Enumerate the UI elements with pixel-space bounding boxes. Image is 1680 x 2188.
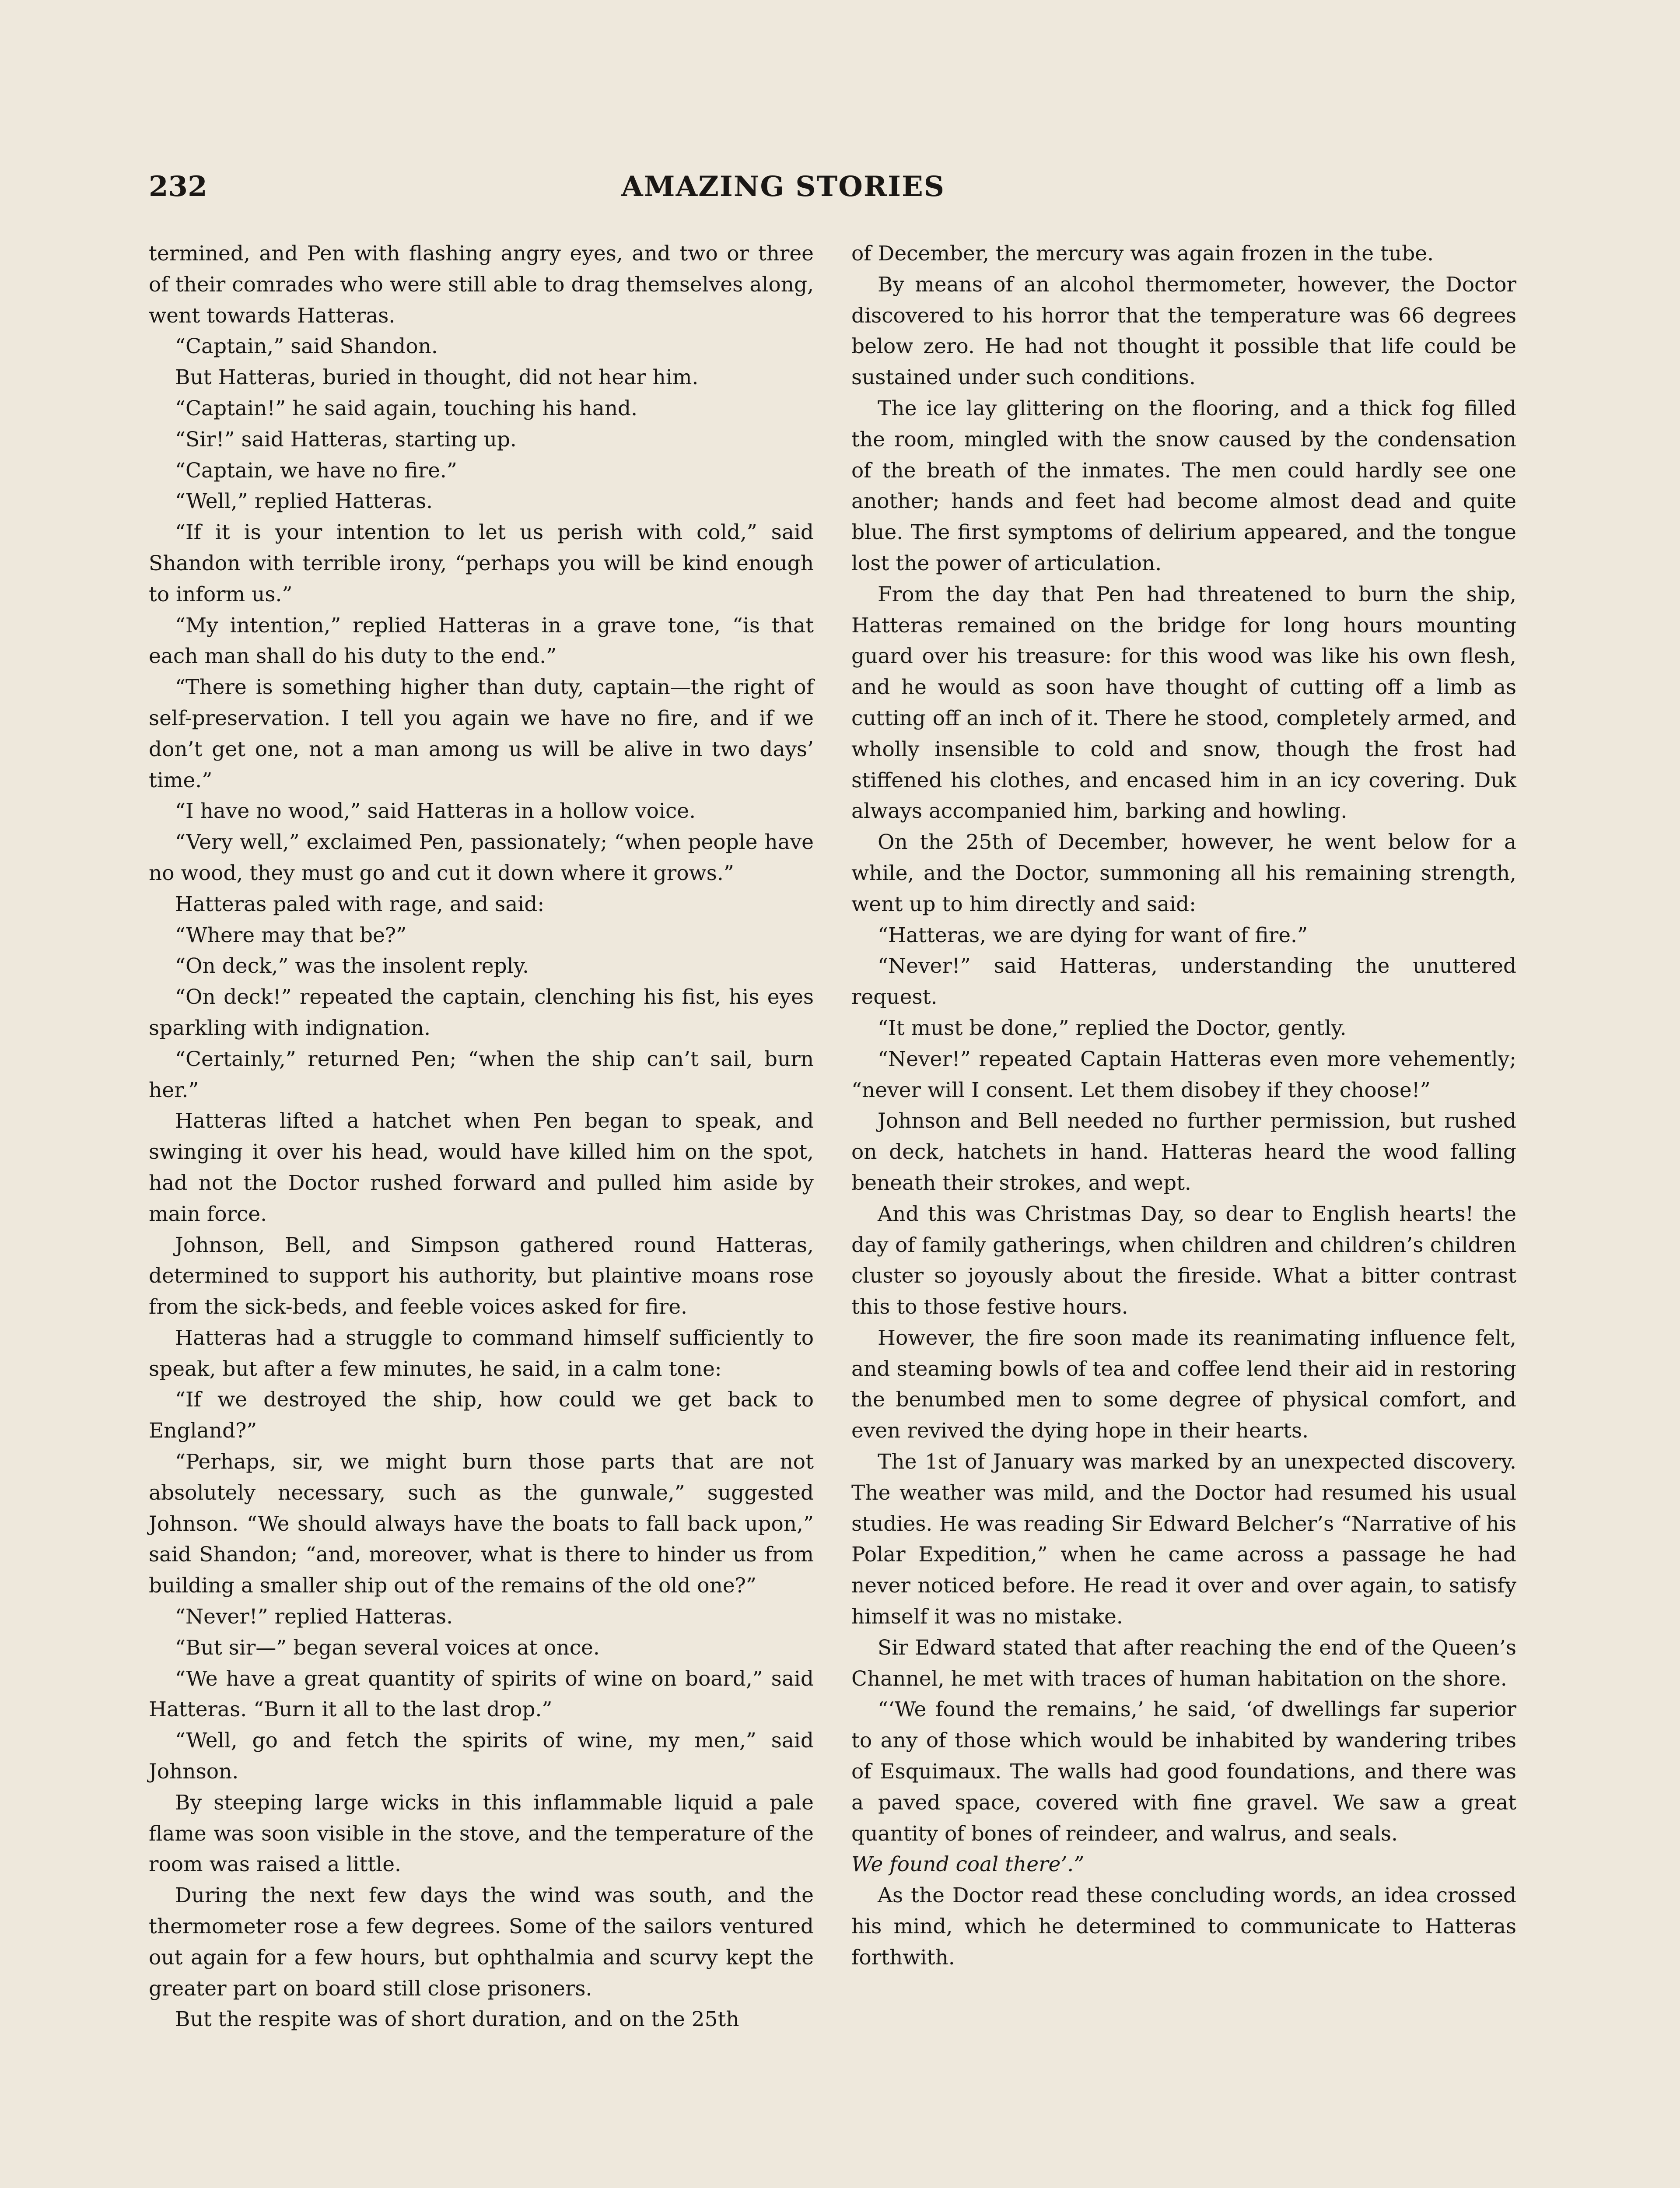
paragraph: “But sir—” began several voices at once. [175, 1635, 600, 1660]
paragraph: Hatteras paled with rage, and said: [175, 892, 545, 916]
paragraph: Hatteras had a struggle to command himself sufficiently to speak, but after a few minutes, he said, in a calm tone: [149, 1325, 814, 1381]
paragraph: “On deck,” was the insolent reply. [175, 954, 529, 978]
paragraph: “Captain, we have no fire.” [175, 458, 457, 483]
paragraph: Sir Edward stated that after reaching the end of the Queen’s Channel, he met with traces of human habitation on the shore. [851, 1635, 1516, 1691]
paragraph: “My intention,” replied Hatteras in a grave tone, “is that each man shall do his duty to the end.” [149, 613, 814, 669]
paragraph: Johnson, Bell, and Simpson gathered round Hatteras, determined to support his authority, but plaintive moans rose from the sick-beds, and feeble voices asked for fire. [149, 1233, 814, 1319]
page-number: 232 [149, 170, 207, 203]
paragraph: “Certainly,” returned Pen; “when the ship can’t sail, burn her.” [149, 1047, 814, 1102]
paragraph: During the next few days the wind was south, and the thermometer rose a few degrees. Some of the sailors ventured out again for a few hours, but ophthalmia and scurvy kept the greater part on board still close prisoners. [149, 1883, 814, 2001]
paragraph: termined, and Pen with flashing angry eyes, and two or three of their comrades who were still able to drag themselves along, went towards Hatteras. [149, 242, 814, 328]
paragraph: “Very well,” exclaimed Pen, passionately; “when people have no wood, they must go and cut it down where it grows.” [149, 830, 814, 885]
paragraph: “Perhaps, sir, we might burn those parts that are not absolutely necessary, such as the gunwale,” suggested Johnson. “We should always have the boats to fall back upon,” said Shandon; “and, moreover, what is there to hinder us from building a smaller ship out of the remains of the old one?” [149, 1450, 814, 1598]
paragraph: On the 25th of December, however, he went below for a while, and the Doctor, summoning all his remaining strength, went up to him directly and said: [851, 830, 1516, 916]
paragraph: “Sir!” said Hatteras, starting up. [175, 427, 517, 452]
italic-line: We found coal there’.” [851, 1852, 1085, 1877]
page-header [149, 163, 1418, 211]
right-column [851, 238, 1516, 1974]
paragraph: However, the fire soon made its reanimating influence felt, and steaming bowls of tea and coffee lend their aid in restoring the benumbed men to some degree of physical comfort, and even revived the dying hope in their hearts. [851, 1325, 1516, 1443]
paragraph: of December, the mercury was again frozen in the tube. [851, 242, 1434, 266]
paragraph: “I have no wood,” said Hatteras in a hollow voice. [175, 799, 696, 824]
paragraph: “On deck!” repeated the captain, clenching his fist, his eyes sparkling with indignation. [149, 985, 814, 1040]
paragraph: “Hatteras, we are dying for want of fire.” [878, 923, 1308, 947]
paragraph: “Well,” replied Hatteras. [175, 489, 433, 514]
paragraph: “If it is your intention to let us perish with cold,” said Shandon with terrible irony, “perhaps you will be kind enough to inform us.” [149, 520, 814, 607]
paragraph: “We have a great quantity of spirits of wine on board,” said Hatteras. “Burn it all to the last drop.” [149, 1666, 814, 1722]
paragraph: But the respite was of short duration, and on the 25th [175, 2007, 739, 2032]
paragraph: By steeping large wicks in this inflammable liquid a pale flame was soon visible in the stove, and the temperature of the room was raised a little. [149, 1790, 814, 1877]
left-column [149, 238, 814, 2035]
paragraph: “Never!” repeated Captain Hatteras even more vehemently; “never will I consent. Let them disobey if they choose!” [851, 1047, 1516, 1102]
paragraph: Johnson and Bell needed no further permission, but rushed on deck, hatchets in hand. Hatteras heard the wood falling beneath their strokes, and wept. [851, 1109, 1516, 1195]
paragraph: “‘We found the remains,’ he said, ‘of dwellings far superior to any of those which would be inhabited by wandering tribes of Esquimaux. The walls had good foundations, and there was a paved space, covered with fine gravel. We saw a great quantity of bones of reindeer, and walrus, and seals. [851, 1697, 1516, 1846]
paragraph: And this was Christmas Day, so dear to English hearts! the day of family gatherings, when children and children’s children cluster so joyously about the fireside. What a bitter contrast this to those festive hours. [851, 1202, 1516, 1319]
magazine-title: AMAZING STORIES [621, 170, 945, 203]
paragraph: “Never!” said Hatteras, understanding the unuttered request. [851, 954, 1516, 1010]
paragraph: “It must be done,” replied the Doctor, gently. [878, 1016, 1347, 1040]
paragraph: Hatteras lifted a hatchet when Pen began to speak, and swinging it over his head, would have killed him on the spot, had not the Doctor rushed forward and pulled him aside by main force. [149, 1109, 814, 1226]
paragraph: “Captain,” said Shandon. [175, 334, 438, 359]
paragraph: The 1st of January was marked by an unexpected discovery. The weather was mild, and the Doctor had resumed his usual studies. He was reading Sir Edward Belcher’s “Narrative of his Polar Expedition,” when he came across a passage he had never noticed before. He read it over and over again, to satisfy himself it was no mistake. [851, 1450, 1516, 1629]
paragraph: The ice lay glittering on the flooring, and a thick fog filled the room, mingled with the snow caused by the condensation of the breath of the inmates. The men could hardly see one another; hands and feet had become almost dead and quite blue. The first symptoms of delirium appeared, and the tongue lost the power of articulation. [851, 396, 1516, 575]
paragraph: “Well, go and fetch the spirits of wine, my men,” said Johnson. [149, 1729, 814, 1784]
paragraph: But Hatteras, buried in thought, did not hear him. [175, 365, 699, 390]
paragraph: By means of an alcohol thermometer, however, the Doctor discovered to his horror that the temperature was 66 degrees below zero. He had not thought it possible that life could be sustained under such conditions. [851, 272, 1516, 390]
paragraph: “There is something higher than duty, captain—the right of self-preservation. I tell you again we have no fire, and if we don’t get one, not a man among us will be alive in two days’ time.” [149, 675, 814, 792]
paragraph: As the Doctor read these concluding words, an idea crossed his mind, which he determined to communicate to Hatteras forthwith. [851, 1883, 1516, 1970]
paragraph: “Where may that be?” [175, 923, 407, 947]
paragraph: “Never!” replied Hatteras. [175, 1605, 453, 1629]
paragraph: “If we destroyed the ship, how could we get back to England?” [149, 1388, 814, 1443]
paragraph: From the day that Pen had threatened to burn the ship, Hatteras remained on the bridge for long hours mounting guard over his treasure: for this wood was like his own flesh, and he would as soon have thought of cutting off a limb as cutting off an inch of it. There he stood, completely armed, and wholly insensible to cold and snow, though the frost had stiffened his clothes, and encased him in an icy covering. Duk always accompanied him, barking and howling. [851, 582, 1516, 824]
paragraph: “Captain!” he said again, touching his hand. [175, 396, 638, 421]
